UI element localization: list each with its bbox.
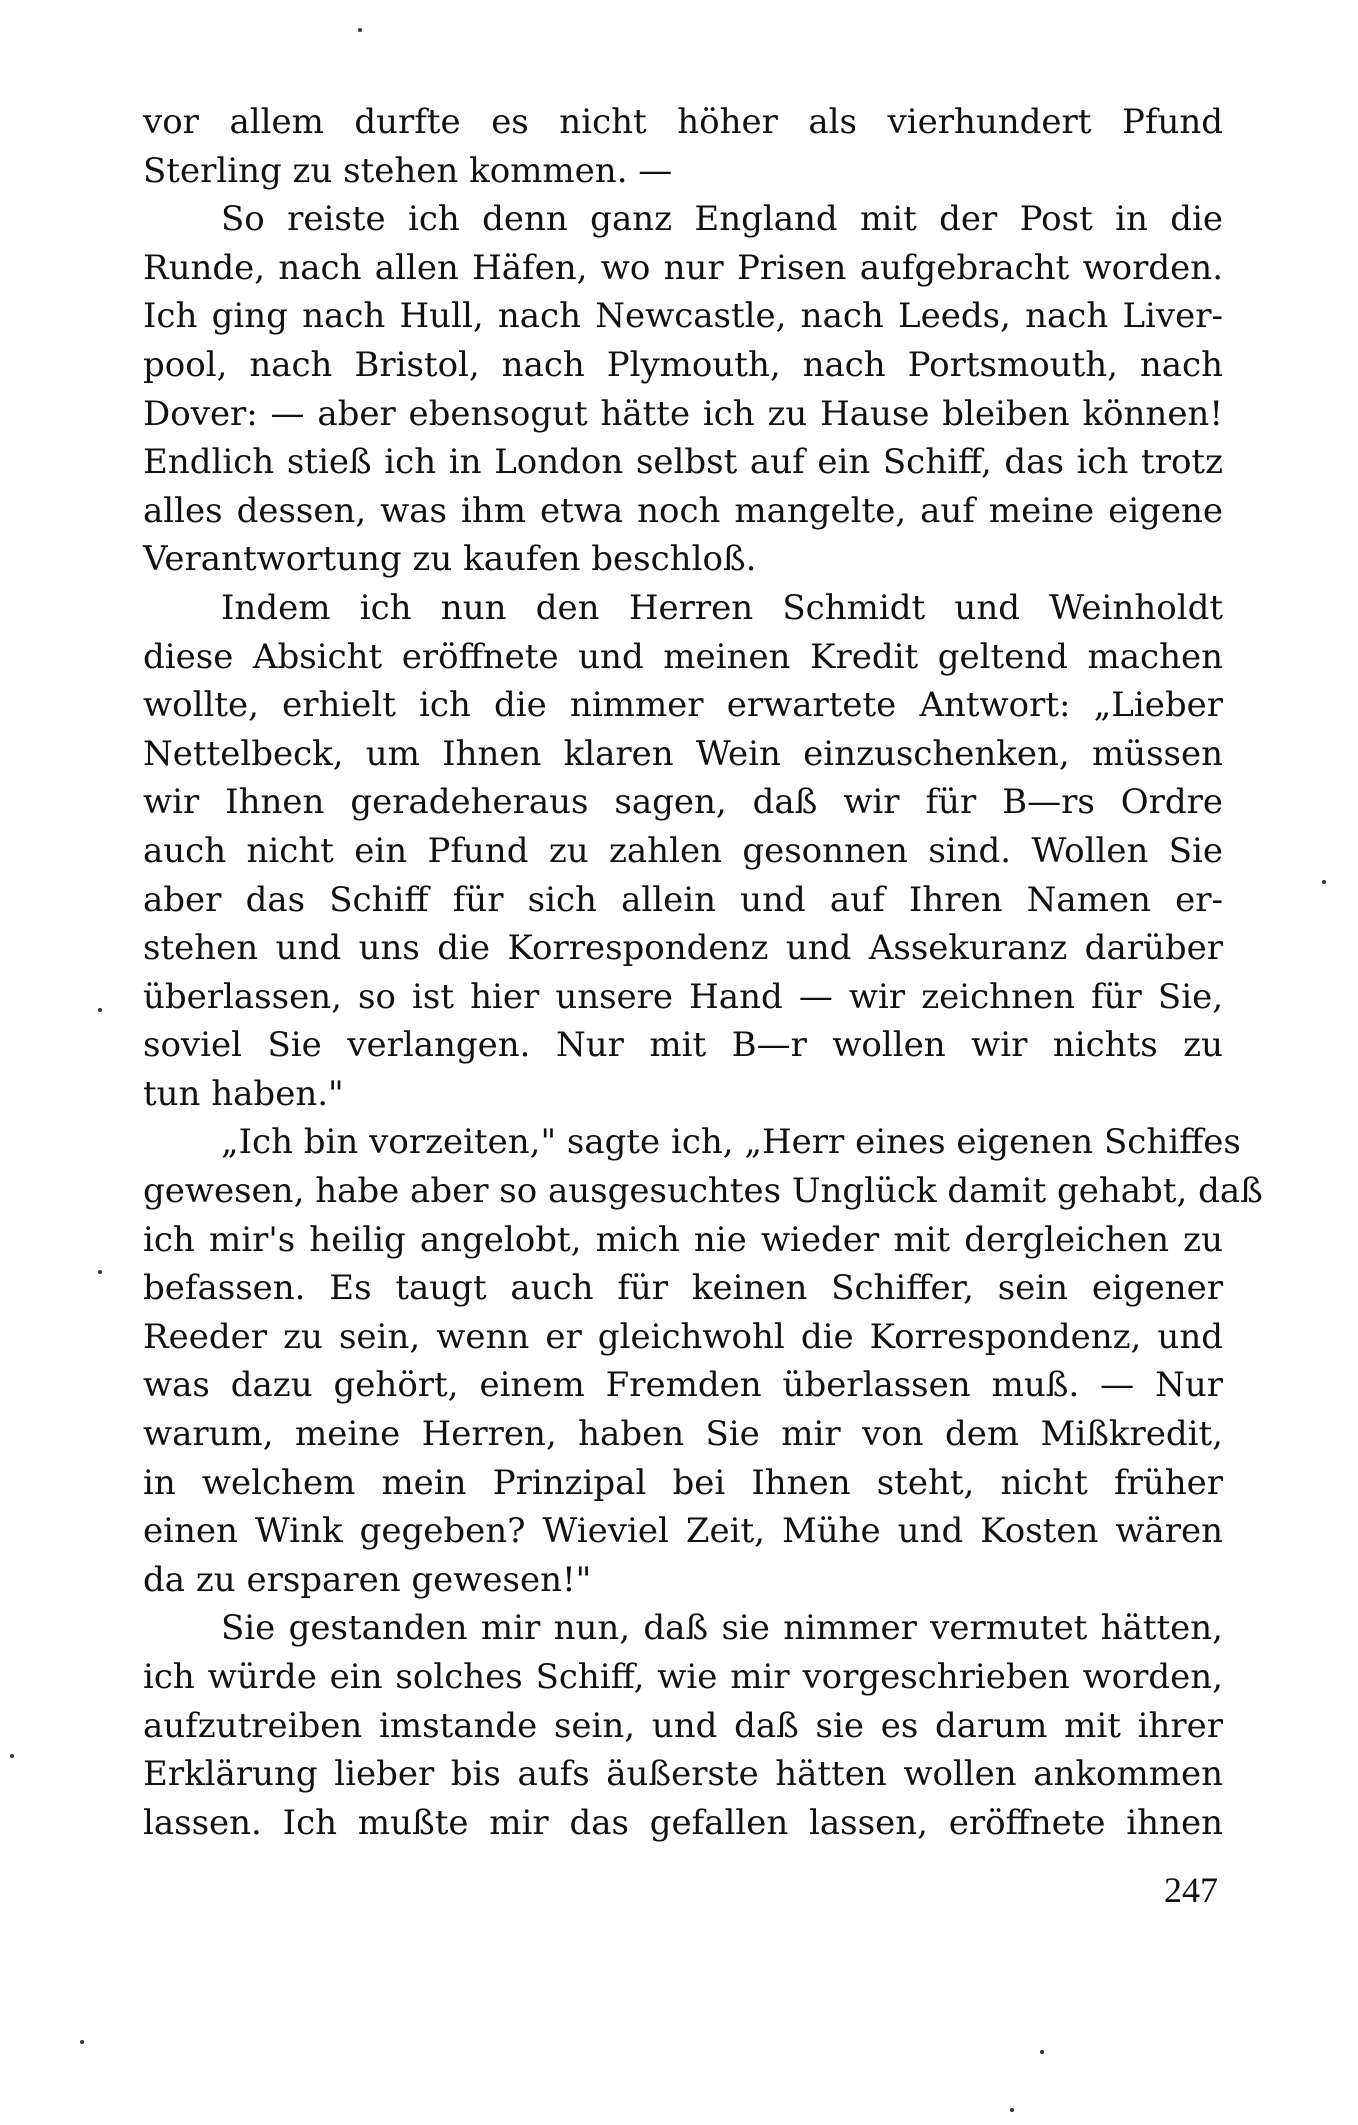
text-line: befassen. Es taugt auch für keinen Schiffer, sein eigener (143, 1268, 1223, 1309)
page-text (143, 98, 1263, 1847)
text-line: Indem ich nun den Herren Schmidt und Weinholdt (221, 587, 1223, 628)
text-line: ich würde ein solches Schiff, wie mir vorgeschrieben worden, (143, 1657, 1223, 1697)
text-line: Verantwortung zu kaufen beschloß. (143, 539, 757, 580)
text-line: auch nicht ein Pfund zu zahlen gesonnen sind. Wollen Sie (143, 830, 1223, 871)
scan-speck (98, 1270, 102, 1274)
text-line: aufzutreiben imstande sein, und daß sie es darum mit ihrer (143, 1705, 1223, 1746)
text-line: pool, nach Bristol, nach Plymouth, nach Portsmouth, nach (143, 344, 1223, 385)
text-line: wollte, erhielt ich die nimmer erwartete Antwort: „Lieber (143, 685, 1223, 726)
text-line: Dover: — aber ebensogut hätte ich zu Hause bleiben können! (143, 393, 1223, 434)
scan-speck (10, 1754, 14, 1758)
text-line: Reeder zu sein, wenn er gleichwohl die Korrespondenz, und (143, 1316, 1223, 1357)
scan-speck (80, 2040, 84, 2044)
text-line: Runde, nach allen Häfen, wo nur Prisen aufgebracht worden. (143, 247, 1223, 288)
text-line: Sterling zu stehen kommen. — (143, 150, 673, 191)
text-line: in welchem mein Prinzipal bei Ihnen steht, nicht früher (143, 1462, 1223, 1503)
text-line: einen Wink gegeben? Wieviel Zeit, Mühe und Kosten wären (143, 1511, 1223, 1552)
text-line: tun haben." (143, 1073, 344, 1114)
text-line: lassen. Ich mußte mir das gefallen lassen, eröffnete ihnen (143, 1802, 1223, 1843)
text-line: aber das Schiff für sich allein und auf Ihren Namen er- (143, 879, 1223, 920)
text-line: was dazu gehört, einem Fremden überlassen muß. — Nur (143, 1365, 1223, 1406)
text-line: So reiste ich denn ganz England mit der Post in die (221, 199, 1223, 240)
text-line: soviel Sie verlangen. Nur mit B—r wollen wir nichts zu (143, 1025, 1223, 1066)
scan-speck (1322, 880, 1326, 884)
text-line: Endlich stieß ich in London selbst auf ein Schiff, das ich trotz (143, 442, 1223, 483)
text-line: Sie gestanden mir nun, daß sie nimmer vermutet hätten, (221, 1608, 1223, 1649)
scan-speck (1010, 2108, 1014, 2112)
page-number: 247 (1164, 1870, 1218, 1910)
text-line: „Ich bin vorzeiten," sagte ich, „Herr eines eigenen Schiffes (221, 1122, 1241, 1163)
text-line: ich mir's heilig angelobt, mich nie wieder mit dergleichen zu (143, 1219, 1223, 1260)
scan-speck (1040, 2050, 1044, 2054)
text-line: Nettelbeck, um Ihnen klaren Wein einzuschenken, müssen (143, 733, 1223, 774)
text-line: alles dessen, was ihm etwa noch mangelte, auf meine eigene (143, 490, 1223, 531)
text-line: da zu ersparen gewesen!" (143, 1559, 592, 1600)
text-line: warum, meine Herren, haben Sie mir von dem Mißkredit, (143, 1414, 1223, 1455)
text-line: gewesen, habe aber so ausgesuchtes Unglück damit gehabt, daß (143, 1171, 1263, 1212)
text-line: wir Ihnen geradeheraus sagen, daß wir für B—rs Ordre (143, 782, 1223, 823)
text-line: stehen und uns die Korrespondenz und Assekuranz darüber (143, 928, 1223, 969)
text-line: diese Absicht eröffnete und meinen Kredit geltend machen (143, 636, 1223, 677)
scan-speck (98, 1008, 102, 1012)
text-line: überlassen, so ist hier unsere Hand — wir zeichnen für Sie, (143, 976, 1223, 1017)
text-line: vor allem durfte es nicht höher als vierhundert Pfund (143, 102, 1223, 142)
scan-speck (358, 28, 362, 32)
text-line: Ich ging nach Hull, nach Newcastle, nach Leeds, nach Liver- (143, 296, 1223, 337)
text-line: Erklärung lieber bis aufs äußerste hätten wollen ankommen (143, 1754, 1223, 1795)
